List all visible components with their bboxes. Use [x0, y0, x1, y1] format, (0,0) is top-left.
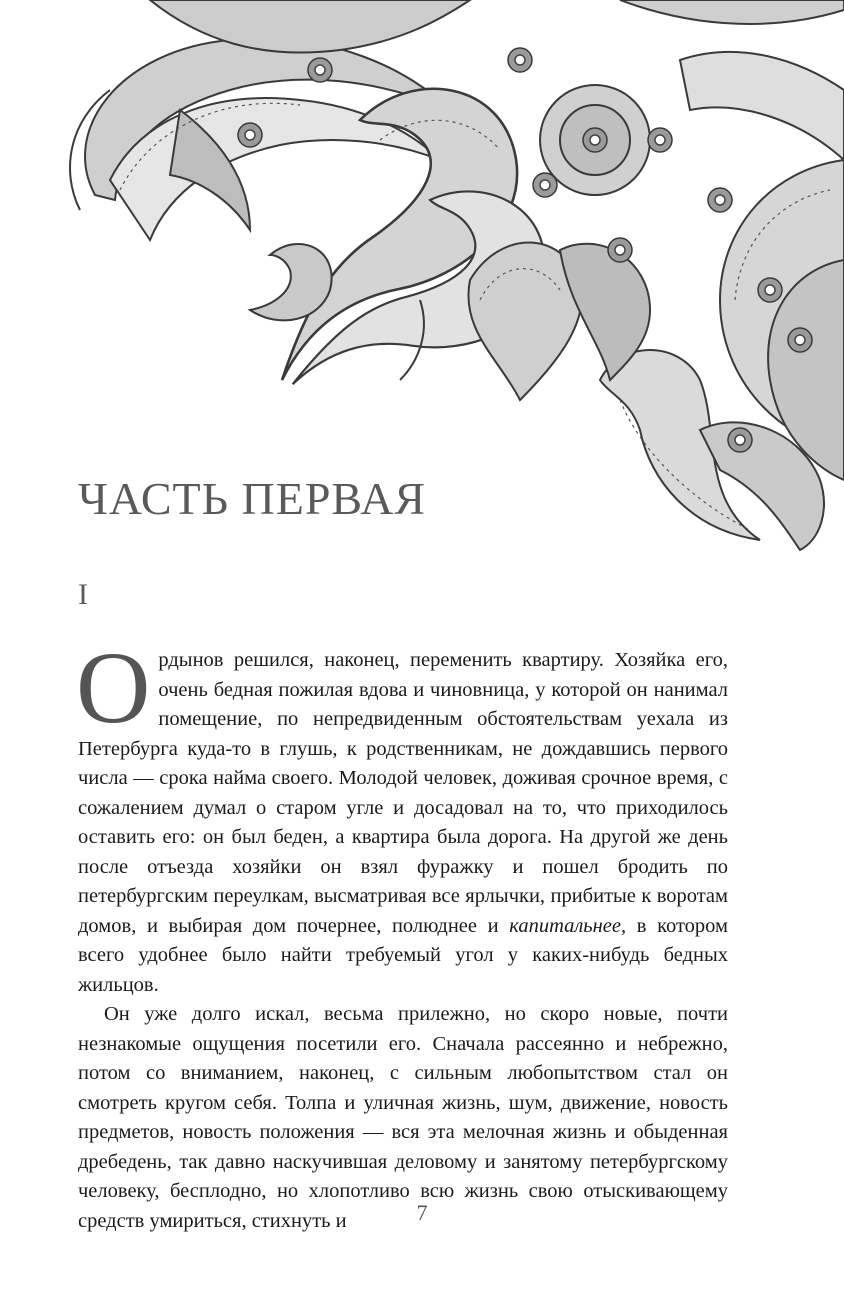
- paragraph-1-start: рдынов решился, наконец, переменить квартиру. Хозяйка его, очень бедная пожилая вдова и чиновница, у которой он нанимал помещение, по непредвиденным обстоятельствам уехала из Петербурга куда-то в глушь, к родственникам, не дождавшись первого числа — срока найма своего. Молодой человек, доживая срочное время, с сожалением думал о старом угле и досадовал на то, что приходилось оставить его: он был беден, а квартира была дорога. На другой же день после отъезда хозяйки он взял фуражку и пошел бродить по петербургским переулкам, высматривая все ярлычки, прибитые к воротам домов, и выбирая дом почернее, полюднее и: [78, 649, 728, 937]
- page-number: 7: [416, 1200, 428, 1225]
- drop-cap: О: [76, 631, 151, 745]
- paragraph-1-italic: капитальнее,: [509, 914, 627, 937]
- paragraph-1: [76, 631, 728, 1000]
- paragraph-2: Он уже долго искал, весьма прилежно, но скоро новые, почти незнакомые ощущения посетили его. Сначала рассеянно и небрежно, потом со вниманием, наконец, с сильным любопытством стал он смотреть кругом себя. Толпа и уличная жизнь, шум, движение, новость предметов, новость положения — вся эта мелочная жизнь и обыденная дребедень, так давно наскучившая деловому и занятому петербургскому человеку, бесплодно, но хлопотливо всю жизнь свою отыскивающему средств умириться, стихнуть и: [78, 1003, 728, 1232]
- part-title: ЧАСТЬ ПЕРВАЯ: [78, 473, 427, 524]
- chapter-number: I: [78, 578, 88, 611]
- paragraph-1-end: в котором всего удобнее было найти требуемый угол у каких-нибудь бедных жильцов.: [78, 914, 728, 996]
- body-text: [76, 631, 728, 1236]
